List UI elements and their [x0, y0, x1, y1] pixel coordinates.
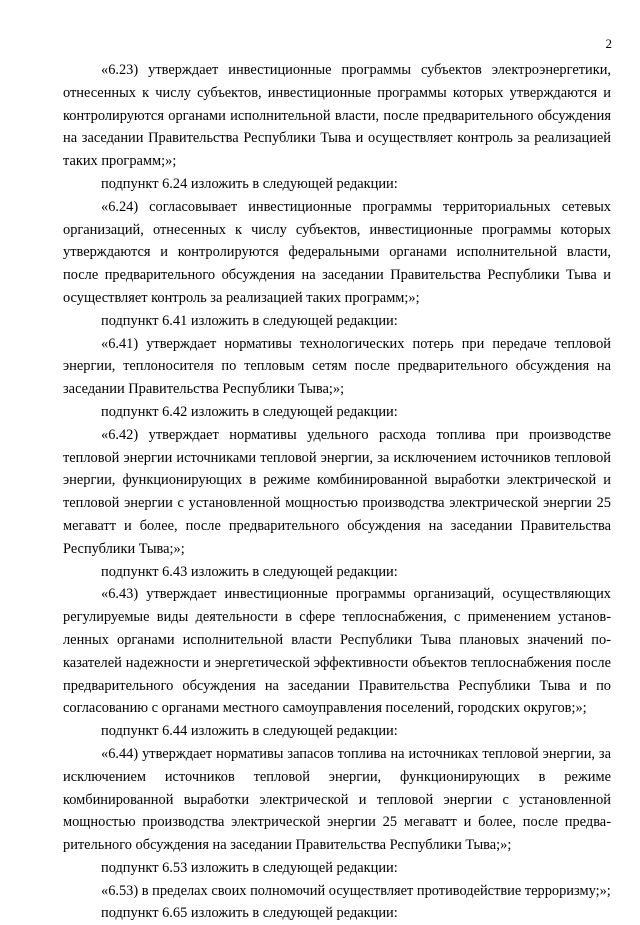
paragraph-6-44: «6.44) утверждает нормативы запасов топлива на источниках тепловой энергии, за исключением источников тепловой энергии, функционирующих в режиме комбинированной выработки электрической и тепловой энергии с установленной мощностью производства электрической энергии 25 мегаватт и более, после предварительного обсуждения на заседании Правительства Республики Тыва;»; [63, 745, 611, 854]
document-body [63, 59, 611, 925]
amendment-instruction-6-24: подпункт 6.24 изложить в следующей редакции: [101, 175, 398, 192]
amendment-instruction-6-53: подпункт 6.53 изложить в следующей редакции: [101, 859, 398, 876]
paragraph-6-41: «6.41) утверждает нормативы технологических потерь при передаче тепловой энергии, теплоносителя по тепловым сетям после предварительного обсуждения на заседании Правительства Республики Тыва;»; [63, 335, 611, 398]
amendment-instruction-6-43: подпункт 6.43 изложить в следующей редакции: [101, 563, 398, 580]
amendment-instruction-6-65: подпункт 6.65 изложить в следующей редакции: [101, 905, 398, 922]
paragraph-6-42: «6.42) утверждает нормативы удельного расхода топлива при производстве тепловой энергии источниками тепловой энергии, за исключением источников тепловой энергии, функционирующих в режиме комбинированной выработки электрической и тепловой энергии с установленной мощностью производства электрической энергии 25 мегаватт и более, после предварительного обсуждения на заседании Правительства Республики Тыва;»; [63, 426, 611, 557]
amendment-instruction-6-42: подпункт 6.42 изложить в следующей редакции: [101, 403, 398, 420]
paragraph-6-43: «6.43) утверждает инвестиционные программы организаций, осуществляющих регулируемые виды деятельности в сфере теплоснабжения, с применением установленных органами исполнительной власти Республики Тыва плановых значений показателей надежности и энергетической эффективности объектов теплоснабжения после предварительного обсуждения на заседании Правительства Республики Тыва и по согласованию с органами местного самоуправления поселений, городских округов;»; [63, 586, 611, 717]
amendment-instruction-6-41: подпункт 6.41 изложить в следующей редакции: [101, 312, 398, 329]
page-number: 2 [605, 36, 612, 51]
paragraph-6-53: «6.53) в пределах своих полномочий осуществляет противодействие терроризму;»; [101, 882, 611, 899]
paragraph-6-24: «6.24) согласовывает инвестиционные программы территориальных сетевых организаций, отнесенных к числу субъектов, инвестиционные программы которых утверждаются и контролируются федеральными органами исполнительной власти, после предварительного обсуждения на заседании Правительства Республики Тыва и осуществляет контроль за реализацией таких программ;»; [63, 198, 611, 306]
paragraph-6-23: «6.23) утверждает инвестиционные программы субъектов электроэнергетики, отнесенных к числу субъектов, инвестиционные программы которых утверждаются и контролируются органами исполнительной власти, после предварительного обсуждения на заседании Правительства Республики Тыва и осуществляет контроль за реализацией таких программ;»; [63, 62, 611, 170]
amendment-instruction-6-44: подпункт 6.44 изложить в следующей редакции: [101, 723, 398, 740]
